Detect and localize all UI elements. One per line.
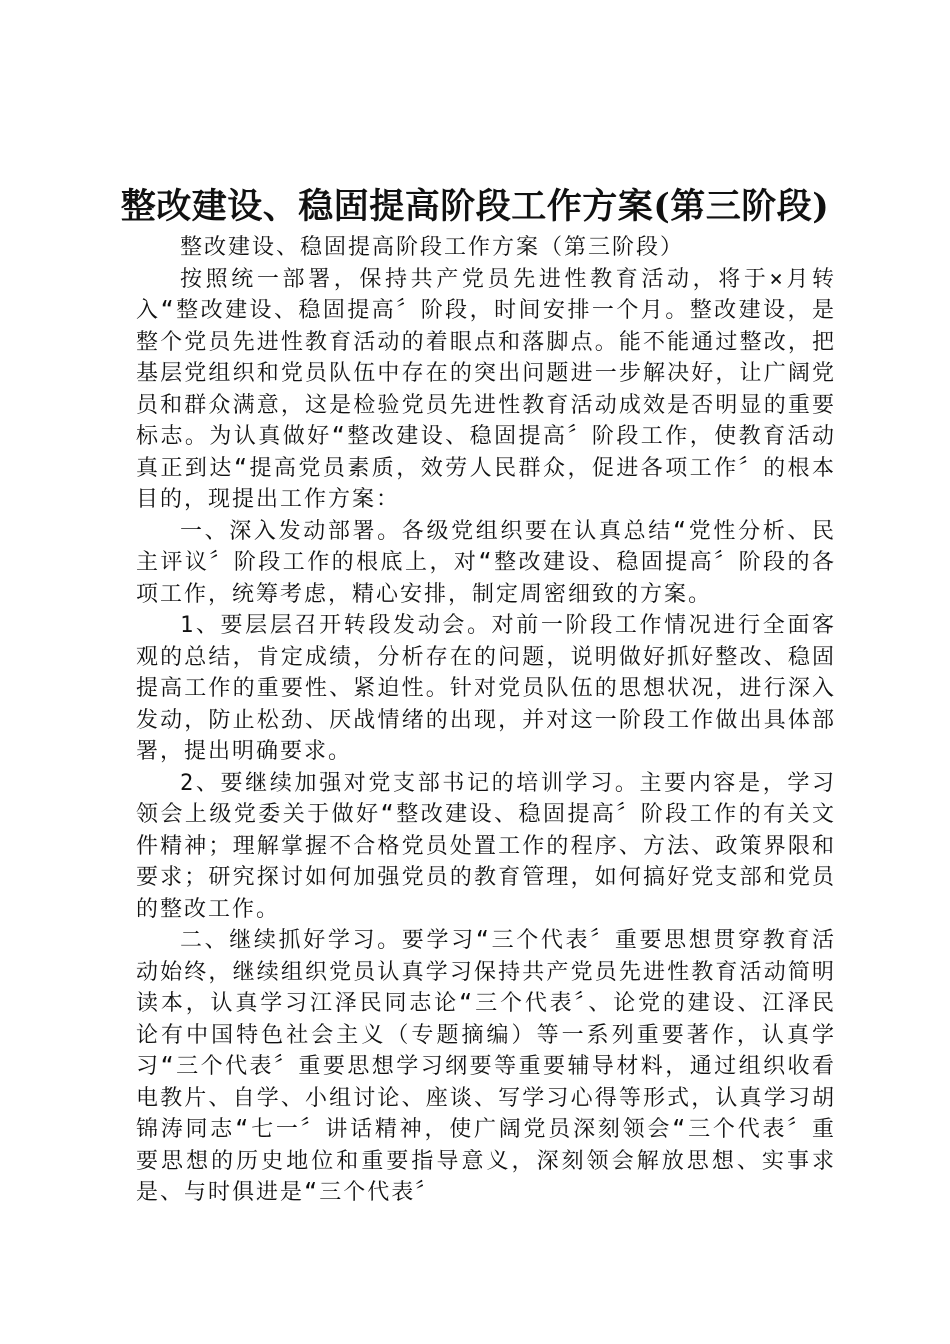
paragraph-item-2: 2、要继续加强对党支部书记的培训学习。主要内容是，学习领会上级党委关于做好“整改建设、稳固提高〞阶段工作的有关文件精神；理解掌握不合格党员处置工作的程序、方法、政策界限和要求；研究探讨如何加强党员的教育管理，如何搞好党支部和党员的整改工作。 <box>136 770 836 922</box>
document-title: 整改建设、稳固提高阶段工作方案(第三阶段) <box>120 186 830 227</box>
paragraph-subtitle: 整改建设、稳固提高阶段工作方案（第三阶段） <box>180 235 685 260</box>
paragraph-section-2: 二、继续抓好学习。要学习“三个代表〞重要思想贯穿教育活动始终，继续组织党员认真学习保持共产党员先进性教育活动简明读本，认真学习江泽民同志论“三个代表〞、论党的建设、江泽民论有中国特色社会主义（专题摘编）等一系列重要著作，认真学习“三个代表〞重要思想学习纲要等重要辅导材料，通过组织收看电教片、自学、小组讨论、座谈、写学习心得等形式，认真学习胡锦涛同志“七一〞讲话精神，使广阔党员深刻领会“三个代表〞重要思想的历史地位和重要指导意义，深刻领会解放思想、实事求是、与时俱进是“三个代表〞 <box>136 928 836 1205</box>
paragraph-item-1: 1、要层层召开转段发动会。对前一阶段工作情况进行全面客观的总结，肯定成绩，分析存在的问题，说明做好抓好整改、稳固提高工作的重要性、紧迫性。针对党员队伍的思想状况，进行深入发动，防止松劲、厌战情绪的出现，并对这一阶段工作做出具体部署，提出明确要求。 <box>136 613 836 764</box>
paragraph-section-1: 一、深入发动部署。各级党组织要在认真总结“党性分析、民主评议〞阶段工作的根底上，对“整改建设、稳固提高〞阶段的各项工作，统筹考虑，精心安排，制定周密细致的方案。 <box>136 518 836 607</box>
paragraph-intro: 按照统一部署，保持共产党员先进性教育活动，将于×月转入“整改建设、稳固提高〞阶段，时间安排一个月。整改建设，是整个党员先进性教育活动的着眼点和落脚点。能不能通过整改，把基层党组织和党员队伍中存在的突出问题进一步解决好，让广阔党员和群众满意，这是检验党员先进性教育活动成效是否明显的重要标志。为认真做好“整改建设、稳固提高〞阶段工作，使教育活动真正到达“提高党员素质，效劳人民群众，促进各项工作〞的根本目的，现提出工作方案： <box>136 266 836 512</box>
document-body <box>136 232 836 1209</box>
